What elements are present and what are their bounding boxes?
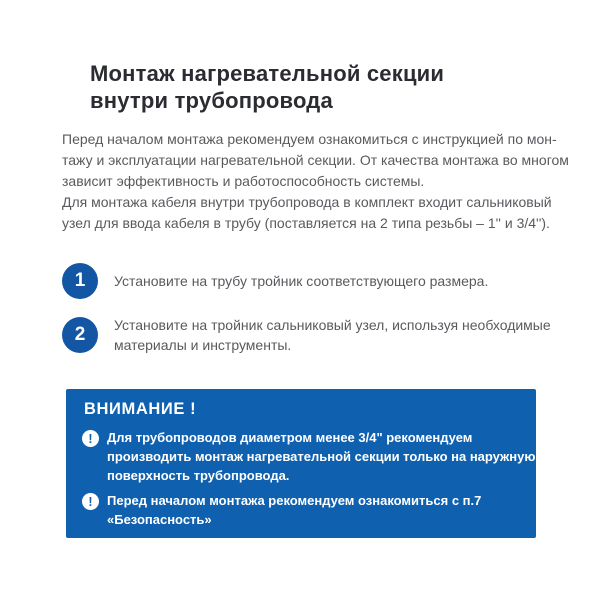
step-text: Установите на трубу тройник соответствующего размера. [114, 273, 489, 289]
attention-item-text: Для трубопроводов диаметром менее 3/4" рекомендуем производить монтаж нагревательной секции только на наружную поверхность трубопровода. [107, 430, 536, 483]
step-item-2 [62, 315, 551, 355]
step-number-badge: 1 [62, 263, 98, 299]
step-number-badge: 2 [62, 317, 98, 353]
exclamation-icon: ! [82, 430, 99, 447]
step-item-1 [62, 263, 488, 299]
intro-paragraph-2: Для монтажа кабеля внутри трубопровода в комплект входит сальниковый узел для ввода кабеля в трубу (поставляется на 2 типа резьбы – 1'' и 3/4''). [62, 194, 552, 231]
intro-paragraph-1: Перед началом монтажа рекомендуем ознакомиться с инструкцией по мон- тажу и эксплуатации нагревательной секции. От качества монтажа во многом зависит эффективность и работоспособность системы. [62, 131, 569, 189]
attention-item-2 [82, 491, 522, 529]
step-text: Установите на тройник сальниковый узел, используя необходимые материалы и инструменты. [114, 317, 551, 353]
attention-item-text: Перед началом монтажа рекомендуем ознакомиться с п.7 «Безопасность» [107, 493, 482, 527]
attention-item-1 [82, 428, 536, 485]
page-title: Монтаж нагревательной секции внутри трубопровода [90, 61, 445, 113]
exclamation-icon: ! [82, 493, 99, 510]
attention-title: ВНИМАНИЕ ! [84, 400, 197, 418]
attention-box [66, 389, 536, 538]
